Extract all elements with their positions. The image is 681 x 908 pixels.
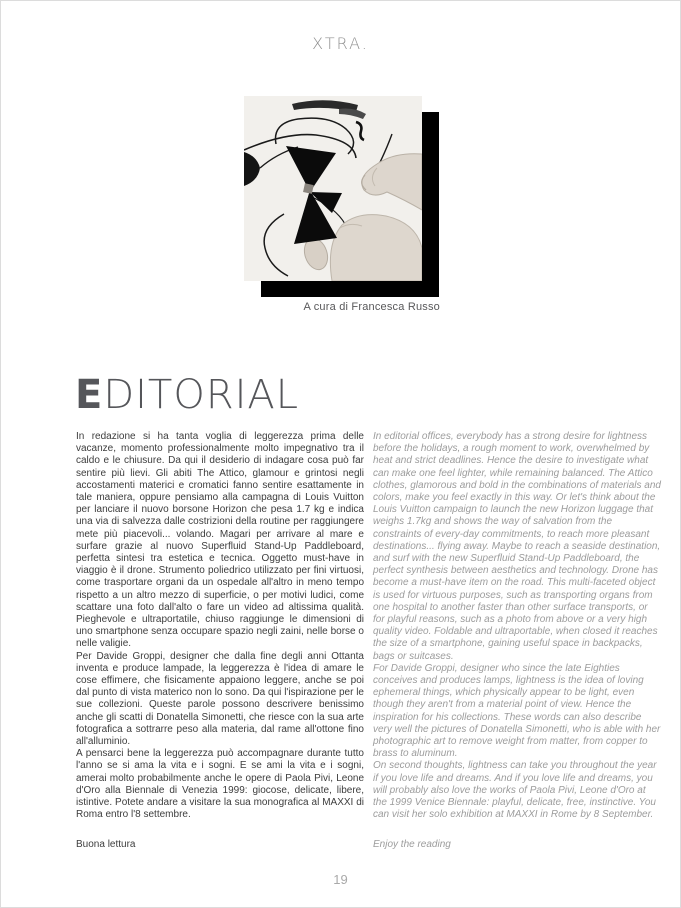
title-rest: DITORIAL (103, 372, 300, 418)
paragraph-italian: Per Davide Groppi, designer che dalla fine degli anni Ottanta inventa e produce lampade, la leggerezza è l'idea di amare le cose effimere, che fisicamente appaiono leggere, anche se poi dal punto di vista materico non lo sono. Da qui l'ispirazione per le sue collezioni. Queste parole possono descrivere benissimo anche gli scatti di Donatella Simonetti, che riesce con la sua arte fotografica a sottrarre peso alla materia, dal rame all'ottone fino all'alluminio. (76, 650, 364, 748)
editorial-photo (244, 96, 422, 281)
column-italian (76, 431, 364, 851)
paragraph-english: In editorial offices, everybody has a strong desire for lightness before the holidays, a rough moment to work, overwhelmed by heat and strict deadlines. Hence the desire to investigate what can make one feel lighter, while remaining balanced. The Attico clothes, glamorous and bold in the combinations of materials and colors, make you feel exactly in this way. Or let's think about the Louis Vuitton campaign to launch the new Horizon luggage that weighs 1.7kg and shows the way of salvation from the constraints of every-day commitments, to reach more pleasant destinations... flying away. Maybe to reach a seaside destination, and surf with the new Superfluid Stand-Up Paddleboard, the perfect synthesis between aesthetics and technology. Drone has become a must-have item on the road. This multi-faceted object is used for virtuous purposes, such as transporting organs from one hospital to another faster than other surface transports, or for playful reasons, such as a photo from above or a very high quality video. Foldable and ultraportable, when closed it reaches the size of a smartphone, gaining useful space in backpacks, bags or suitcases. (373, 431, 661, 662)
page-title (75, 373, 299, 417)
paragraph-italian: A pensarci bene la leggerezza può accompagnare durante tutto l'anno se si ama la vita e i sogni. E se ami la vita e i sogni, amerai molto probabilmente anche le opere di Paola Pivi, Leone d'Oro alla Biennale di Venezia 1999: giocose, delicate, libere, istintive. Potete andare a visitare la sua monografica al MAXXI di Roma entro l'8 settembre. (76, 748, 364, 821)
paragraph-english: For Davide Groppi, designer who since the late Eighties conceives and produces lamps, lightness is the idea of loving ephemeral things, which physically appear to be light, even though they aren't from a material point of view. Hence the inspiration for his collections. These words can also describe very well the pictures of Donatella Simonetti, who is able with her photographic art to remove weight from matter, from copper to brass to aluminum. (373, 662, 661, 760)
magazine-logo: XTRA. (312, 34, 369, 53)
photo-caption: A cura di Francesca Russo (303, 301, 440, 313)
paragraph-english: On second thoughts, lightness can take you throughout the year if you love life and dreams. And if you love life and dreams, you will probably also love the works of Paola Pivi, Leone d'Oro at the 1999 Venice Biennale: playful, delicate, free, instinctive. You can visit her solo exhibition at MAXXI in Rome by 8 September. (373, 760, 657, 821)
bow-tie-photo-illustration (244, 96, 422, 281)
column-english (373, 431, 661, 851)
closing-italian: Buona lettura (76, 838, 136, 850)
article-columns (76, 431, 661, 851)
paragraph-italian: In redazione si ha tanta voglia di leggerezza prima delle vacanze, momento professionalmente molto impegnativo tra il caldo e le chiusure. Da qui il desiderio di indagare cosa può far sentire più lievi. Gli abiti The Attico, glamour e grintosi negli accostamenti materici e cromatici fanno sentire esattamente in tale maniera, oppure pensiamo alla campagna di Louis Vuitton per lanciare il nuovo borsone Horizon che pesa 1.7 kg e indica una via di salvezza dalle costrizioni della routine per raggiungere mete più piacevoli... volando. Magari per arrivare al mare e surfare grazie al nuovo Superfluid Stand-Up Paddleboard, perfetta sintesi tra estetica e tecnica. Oggetto must-have in viaggio è il drone. Strumento poliedrico utilizzato per fini virtuosi, come trasportare organi da un ospedale all'altro in meno tempo rispetto a un altro mezzo di superficie, o per motivi ludici, come scattare una foto dall'alto o fare un video ad altissima qualità. Pieghevole e ultraportatile, chiuso raggiunge le dimensioni di uno smartphone senza occupare spazio negli zaini, nelle borse o nelle valigie. (76, 431, 364, 650)
closing-english: Enjoy the reading (373, 838, 451, 850)
title-initial: E (75, 372, 104, 418)
page-number: 19 (333, 872, 348, 887)
